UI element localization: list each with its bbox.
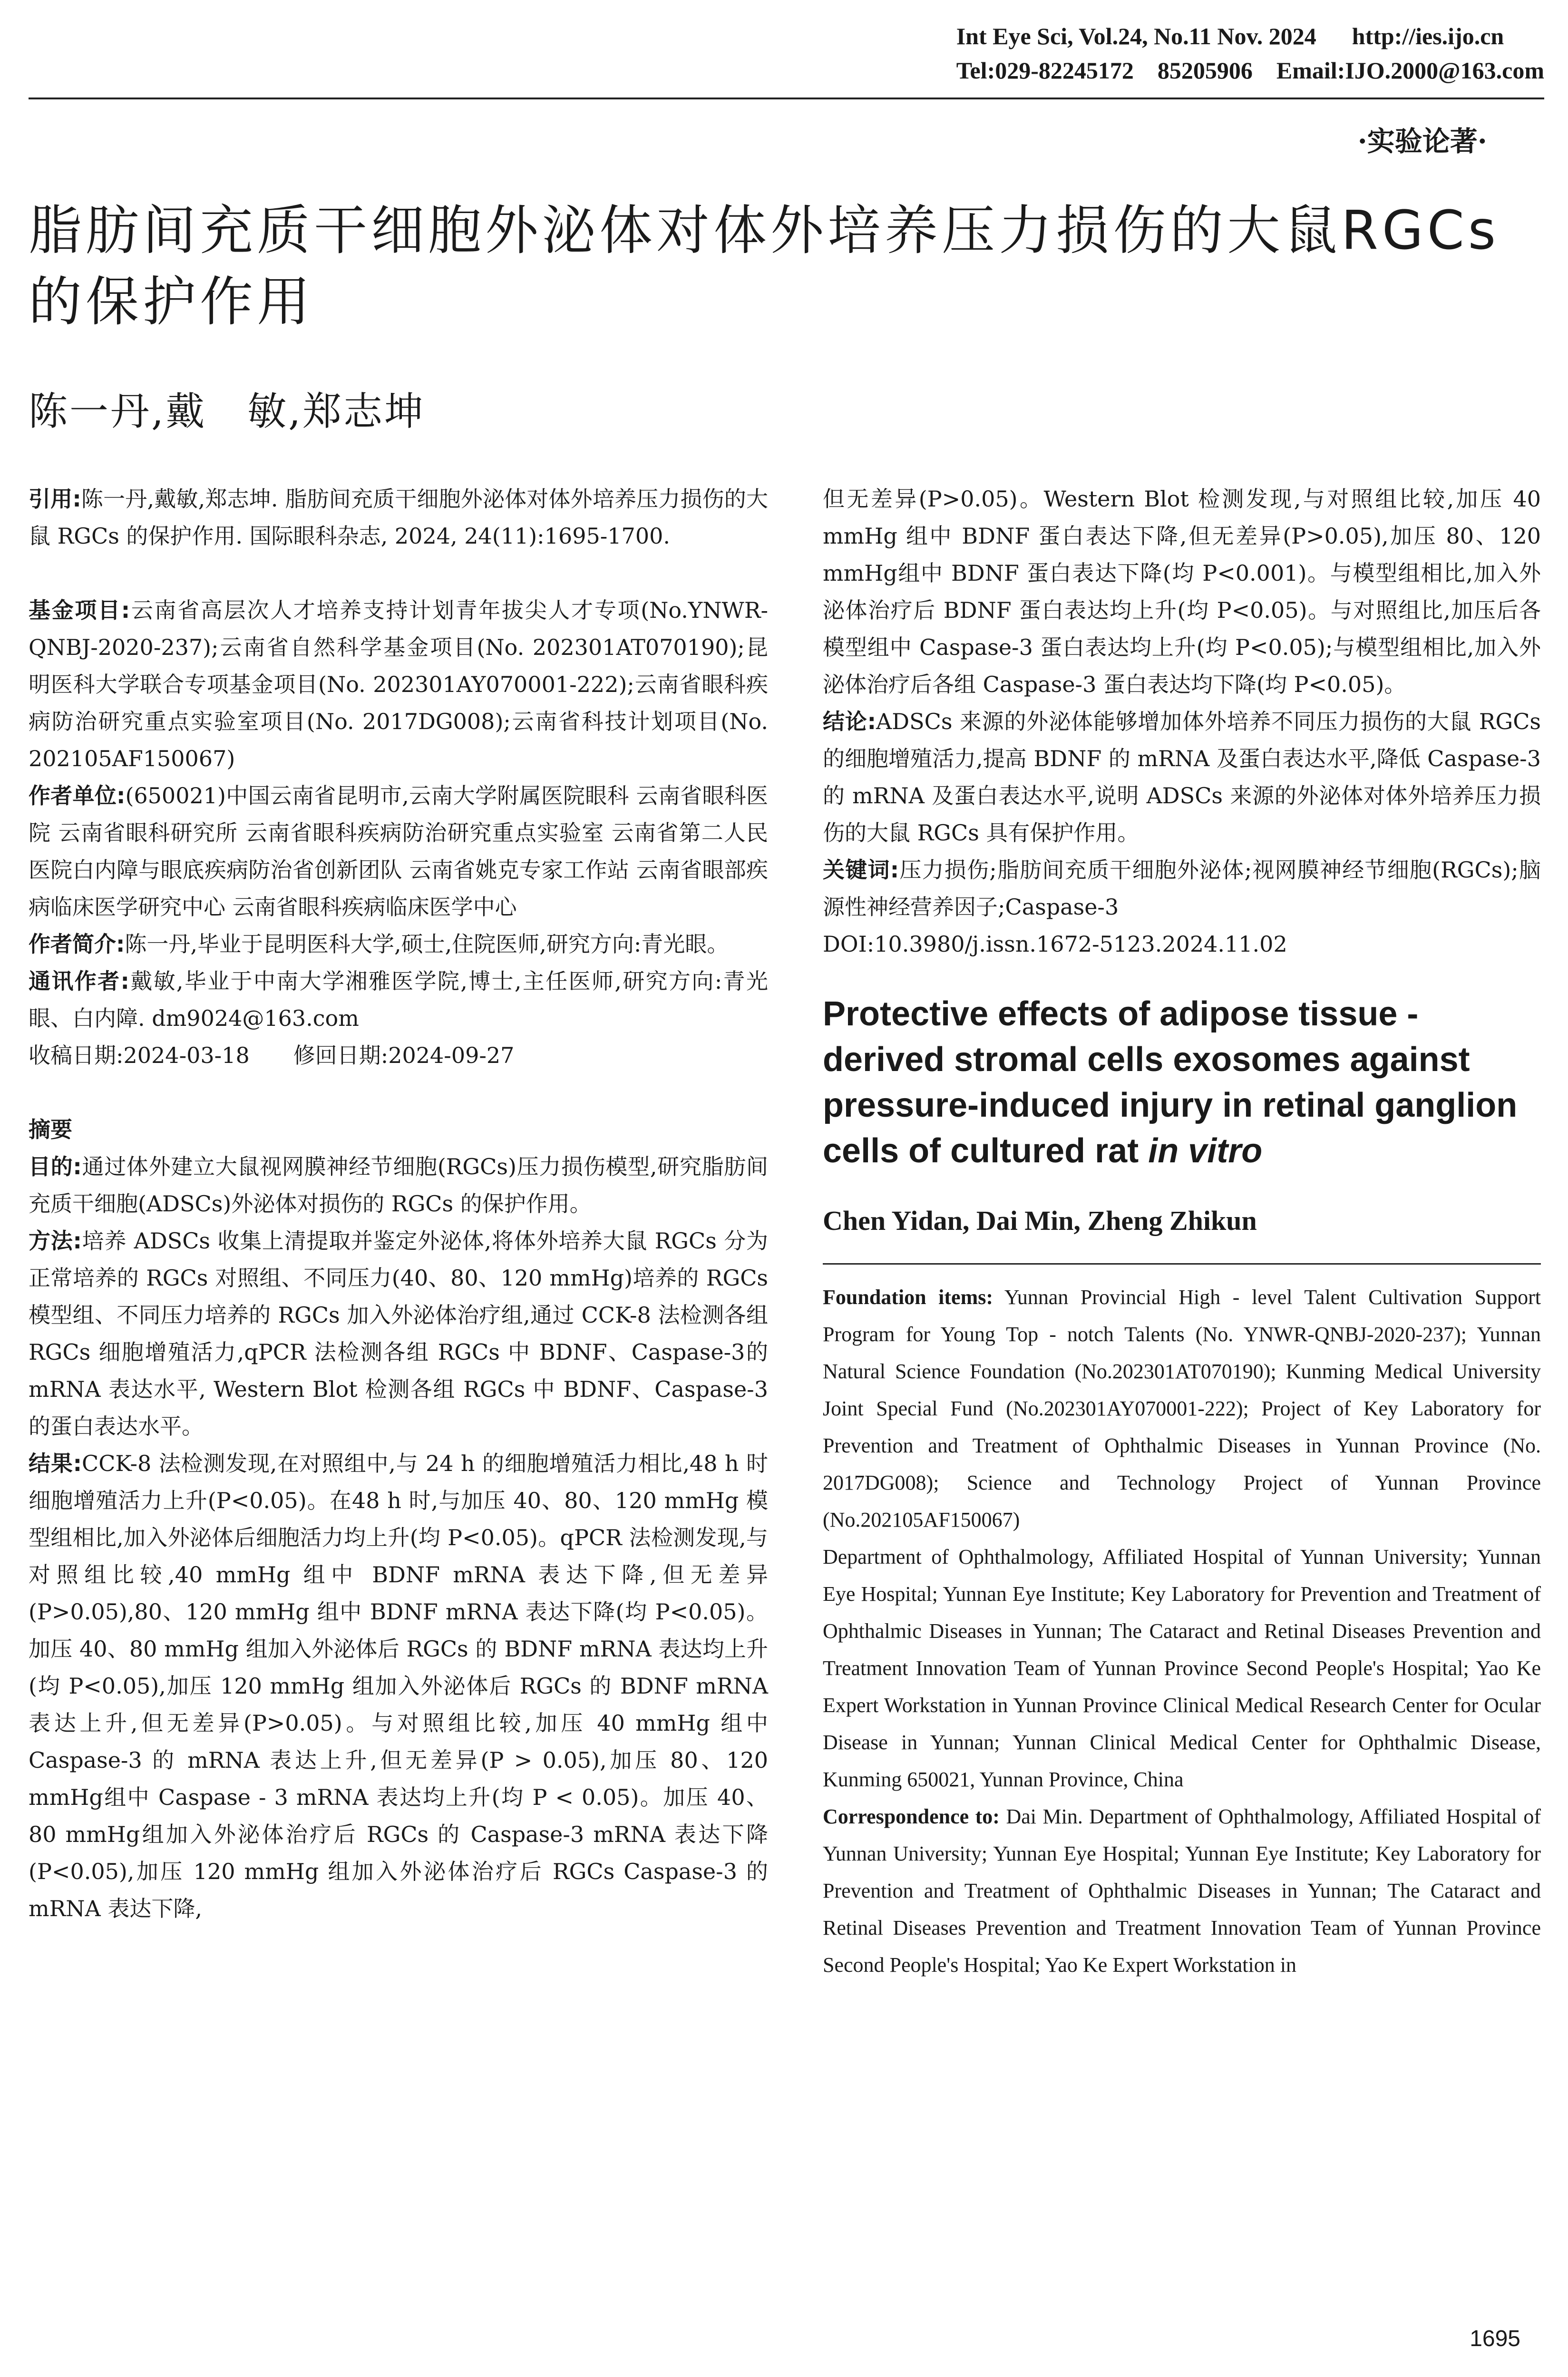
corr-label: 通讯作者:	[29, 968, 129, 994]
fund-info	[29, 592, 768, 777]
citation	[29, 480, 768, 555]
method-label: 方法:	[29, 1228, 82, 1254]
bio-label: 作者简介:	[29, 931, 125, 957]
article-authors: 陈一丹,戴 敏,郑志坤	[29, 389, 426, 434]
page-number: 1695	[1470, 2326, 1520, 2351]
result-text: CCK-8 法检测发现,在对照组中,与 24 h 的细胞增殖活力相比,48 h 时细胞增殖活力上升(P<0.05)。在48 h 时,与加压 40、80、120 mmHg 模型组相比,加入外泌体后细胞活力均上升(均 P<0.05)。qPCR 法检测发现,与对照组比较,40 mmHg 组中 BDNF mRNA 表达下降,但无差异(P>0.05),80、120 mmHg 组中 BDNF mRNA 表达下降(均 P<0.05)。加压 40、80 mmHg 组加入外泌体后 RGCs 的 BDNF mRNA 表达均上升(均 P<0.05),加压 120 mmHg 组加入外泌体后 RGCs 的 BDNF mRNA 表达上升,但无差异(P>0.05)。与对照组比较,加压 40 mmHg 组中 Caspase-3 的 mRNA 表达上升,但无差异(P > 0.05),加压 80、120 mmHg组中 Caspase - 3 mRNA 表达均上升(均 P < 0.05)。加压 40、80 mmHg组加入外泌体治疗后 RGCs 的 Caspase-3 mRNA 表达下降(P<0.05),加压 120 mmHg 组加入外泌体治疗后 RGCs Caspase-3 的 mRNA 表达下降,	[29, 1451, 768, 1921]
header-rule	[29, 97, 1544, 99]
abstract-heading: 摘要	[29, 1117, 72, 1142]
left-column	[29, 480, 768, 1927]
english-foundation	[823, 1279, 1541, 1539]
header-line-contact: Tel:029-82245172 85205906 Email:IJO.2000@163.com	[956, 57, 1544, 84]
foundation-text: Yunnan Provincial High - level Talent Cultivation Support Program for Young Top - notch Talents (No. YNWR-QNBJ-2020-237); Yunnan Natural Science Foundation (No.202301AT070190); Kunming Medical University Joint Special Fund (No.202301AY070001-222); Project of Key Laboratory for Prevention and Treatment of Ophthalmic Diseases in Yunnan Province (No. 2017DG008); Science and Technology Project of Yunnan Province (No.202105AF150067)	[823, 1286, 1541, 1531]
author-unit	[29, 777, 768, 925]
author-bio	[29, 925, 768, 963]
citation-label: 引用:	[29, 486, 81, 512]
conclusion-text: ADSCs 来源的外泌体能够增加体外培养不同压力损伤的大鼠 RGCs 的细胞增殖活力,提高 BDNF 的 mRNA 及蛋白表达水平,降低 Caspase-3 的 mRNA 及蛋白表达水平,说明 ADSCs 来源的外泌体对体外培养压力损伤的大鼠 RGCs 具有保护作用。	[823, 709, 1541, 846]
aim-label: 目的:	[29, 1154, 82, 1179]
english-correspondence	[823, 1798, 1541, 1984]
fund-label: 基金项目:	[29, 597, 130, 623]
method-text: 培养 ADSCs 收集上清提取并鉴定外泌体,将体外培养大鼠 RGCs 分为正常培养的 RGCs 对照组、不同压力(40、80、120 mmHg)培养的 RGCs 模型组、不同压力培养的 RGCs 加入外泌体治疗组,通过 CCK-8 法检测各组 RGCs 细胞增殖活力,qPCR 法检测各组 RGCs 中 BDNF、Caspase-3的 mRNA 表达水平, Western Blot 检测各组 RGCs 中 BDNF、Caspase-3 的蛋白表达水平。	[29, 1228, 768, 1439]
keywords	[823, 851, 1541, 925]
corr-text: 戴敏,毕业于中南大学湘雅医学院,博士,主任医师,研究方向:青光眼、白内障. dm9024@163.com	[29, 968, 768, 1031]
english-rule	[823, 1263, 1541, 1265]
english-department: Department of Ophthalmology, Affiliated Hospital of Yunnan University; Yunnan Eye Hospital; Yunnan Eye Institute; Key Laboratory for Prevention and Treatment of Ophthalmic Diseases in Yunnan; The Cataract and Retinal Diseases Prevention and Treatment Innovation Team of Yunnan Province Second People's Hospital; Yao Ke Expert Workstation in Yunnan Province Clinical Medical Research Center for Ocular Disease in Yunnan; Yunnan Clinical Medical Center for Ophthalmic Disease, Kunming 650021, Yunnan Province, China	[823, 1545, 1541, 1791]
unit-text: (650021)中国云南省昆明市,云南大学附属医院眼科 云南省眼科医院 云南省眼科研究所 云南省眼科疾病防治研究重点实验室 云南省第二人民医院白内障与眼底疾病防治省创新团队 云南省姚克专家工作站 云南省眼部疾病临床医学研究中心 云南省眼科疾病临床医学中心	[29, 783, 768, 920]
citation-text: 陈一丹,戴敏,郑志坤. 脂肪间充质干细胞外泌体对体外培养压力损伤的大鼠 RGCs 的保护作用. 国际眼科杂志, 2024, 24(11):1695-1700.	[29, 486, 768, 549]
abstract-conclusion	[823, 703, 1541, 851]
results-continued: 但无差异(P>0.05)。Western Blot 检测发现,与对照组比较,加压 40 mmHg 组中 BDNF 蛋白表达下降,但无差异(P>0.05),加压 80、120 mmHg组中 BDNF 蛋白表达下降(均 P<0.001)。与模型组相比,加入外泌体治疗后 BDNF 蛋白表达均上升(均 P<0.05)。与对照组比,加压后各模型组中 Caspase-3 蛋白表达均上升(均 P<0.05);与模型组相比,加入外泌体治疗后各组 Caspase-3 蛋白表达均下降(均 P<0.05)。	[823, 486, 1541, 697]
abstract-results	[29, 1445, 768, 1927]
correspondence-text: Dai Min. Department of Ophthalmology, Affiliated Hospital of Yunnan University; Yunnan Eye Hospital; Yunnan Eye Institute; Key Laboratory for Prevention and Treatment of Ophthalmic Diseases in Yunnan; The Cataract and Retinal Diseases Prevention and Treatment Innovation Team of Yunnan Province Second People's Hospital; Yao Ke Expert Workstation in	[823, 1805, 1541, 1977]
conclusion-label: 结论:	[823, 709, 877, 734]
doi: DOI:10.3980/j.issn.1672-5123.2024.11.02	[823, 931, 1287, 957]
keywords-label: 关键词:	[823, 857, 899, 883]
unit-label: 作者单位:	[29, 783, 126, 809]
foundation-label: Foundation items:	[823, 1286, 993, 1309]
right-column	[823, 480, 1541, 1984]
correspondence-label: Correspondence to:	[823, 1805, 1000, 1828]
article-title: 脂肪间充质干细胞外泌体对体外培养压力损伤的大鼠RGCs的保护作用	[29, 200, 1500, 333]
keywords-text: 压力损伤;脂肪间充质干细胞外泌体;视网膜神经节细胞(RGCs);脑源性神经营养因子;Caspase-3	[823, 857, 1541, 920]
english-title-italic: in vitro	[1148, 1132, 1263, 1170]
fund-text: 云南省高层次人才培养支持计划青年拔尖人才专项(No.YNWR-QNBJ-2020-237);云南省自然科学基金项目(No. 202301AT070190);昆明医科大学联合专项基金项目(No. 202301AY070001-222);云南省眼科疾病防治研究重点实验室项目(No. 2017DG008);云南省科技计划项目(No. 202105AF150067)	[29, 597, 768, 771]
corresponding-author	[29, 963, 768, 1037]
bio-text: 陈一丹,毕业于昆明医科大学,硕士,住院医师,研究方向:青光眼。	[125, 931, 729, 957]
english-title	[823, 991, 1541, 1174]
header-line-journal: Int Eye Sci, Vol.24, No.11 Nov. 2024 http://ies.ijo.cn	[956, 23, 1504, 49]
dates: 收稿日期:2024-03-18 修回日期:2024-09-27	[29, 1042, 515, 1068]
result-label: 结果:	[29, 1451, 82, 1476]
abstract-aim	[29, 1148, 768, 1222]
aim-text: 通过体外建立大鼠视网膜神经节细胞(RGCs)压力损伤模型,研究脂肪间充质干细胞(ADSCs)外泌体对损伤的 RGCs 的保护作用。	[29, 1154, 768, 1217]
running-header	[956, 19, 1544, 88]
english-authors: Chen Yidan, Dai Min, Zheng Zhikun	[823, 1205, 1257, 1236]
abstract-methods	[29, 1222, 768, 1445]
section-label: ·实验论著·	[1357, 125, 1487, 157]
english-title-main: Protective effects of adipose tissue - derived stromal cells exosomes against pressure-induced injury in retinal ganglion cells of cultured rat	[823, 995, 1518, 1170]
